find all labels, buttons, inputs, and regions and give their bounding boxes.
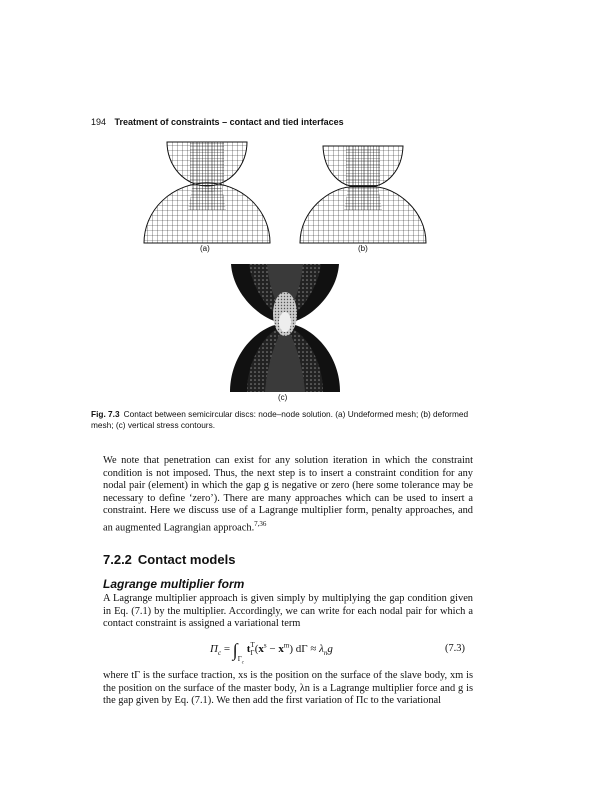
- page-number: 194: [91, 117, 107, 127]
- paragraph-penetration: [103, 455, 473, 535]
- figure-a-label: (a): [200, 244, 210, 253]
- figure-b-deformed-mesh: [298, 140, 428, 253]
- running-title: Treatment of constraints – contact and tied interfaces: [114, 117, 344, 127]
- figure-b-label: (b): [358, 244, 368, 253]
- figure-c-stress-contours: [229, 262, 341, 402]
- caption-text: Contact between semicircular discs: node–node solution. (a) Undeformed mesh; (b) deformed mesh; (c) vertical stress contours.: [91, 409, 469, 430]
- paragraph-lagrange: A Lagrange multiplier approach is given simply by multiplying the gap condition given in Eq. (7.1) by the multiplier. Accordingly, we can write for each nodal pair for which a contact constraint is assigned a variational term: [103, 593, 473, 630]
- paragraph-where: where tΓ is the surface traction, xs is the position on the surface of the slave body, xm is the position on the surface of the master body, λn is a Lagrange multiplier force and g is the gap given by Eq. (7.1). We then add the first variation of Πc to the variational: [103, 670, 473, 707]
- equation-7-3: $\Pi_c = \int_{\Gamma_c}$ $t_\Gamma^T(x^s - x^m) d\Gamma \approx \lambda_ng$: [210, 640, 333, 666]
- section-title: Contact models: [137, 552, 236, 567]
- reference-superscript: 7,36: [254, 519, 267, 528]
- section-number: 7.2.2: [103, 552, 132, 567]
- figure-caption: [91, 409, 471, 431]
- figure-a-undeformed-mesh: [142, 140, 272, 253]
- subsection-heading: Lagrange multiplier form: [103, 577, 245, 591]
- running-header: [91, 117, 344, 127]
- paragraph-1-text: We note that penetration can exist for any solution iteration in which the constraint condition is not imposed. Thus, the next step is to insert a constraint condition for any nodal pair (element) in which the gap g is negative or zero (here some tolerance may be necessary to define ‘zero’). There are many approaches which can be used to insert a constraint. Here we discuss use of a Lagrange multiplier form, penalty approaches, and an augmented Lagrangian approach.: [103, 455, 473, 534]
- figure-c-label: (c): [278, 393, 288, 402]
- equation-number: (7.3): [445, 643, 465, 654]
- section-heading: [103, 552, 235, 567]
- caption-label: Fig. 7.3: [91, 409, 120, 419]
